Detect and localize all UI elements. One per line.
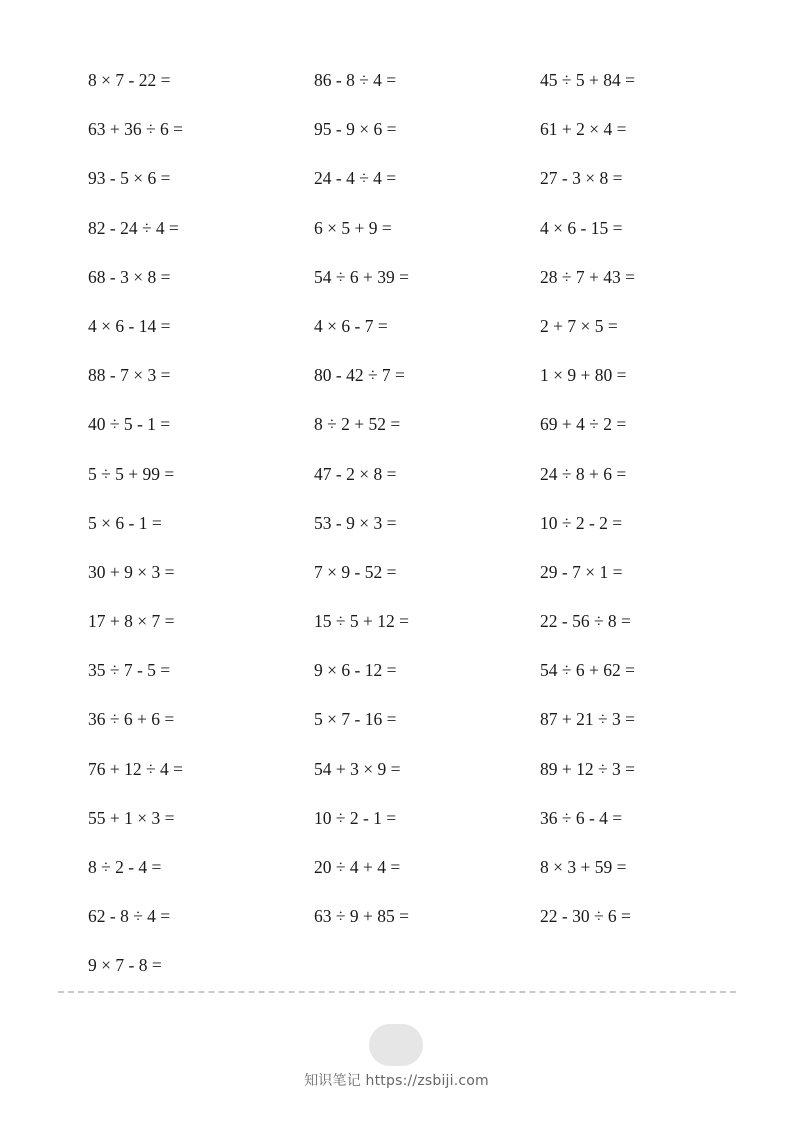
math-problem: 62 - 8 ÷ 4 =: [88, 906, 171, 927]
math-problem: 4 × 6 - 15 =: [540, 217, 623, 238]
math-problem: 10 ÷ 2 - 1 =: [314, 807, 397, 828]
math-problem: 54 + 3 × 9 =: [314, 758, 401, 779]
math-problem: 28 ÷ 7 + 43 =: [540, 266, 635, 287]
math-problem: 1 × 9 + 80 =: [540, 365, 627, 386]
math-problem: 22 - 56 ÷ 8 =: [540, 611, 631, 632]
math-problem: 8 × 7 - 22 =: [88, 70, 171, 90]
math-problem: 27 - 3 × 8 =: [540, 168, 623, 189]
math-problem: 76 + 12 ÷ 4 =: [88, 758, 183, 779]
math-problem: 2 + 7 × 5 =: [540, 315, 618, 336]
math-problem: 82 - 24 ÷ 4 =: [88, 217, 179, 238]
math-problem: 7 × 9 - 52 =: [314, 561, 397, 582]
footer-watermark: 知识笔记 https://zsbiji.com: [304, 1073, 489, 1089]
problem-column-3: [540, 66, 760, 951]
math-problem: 22 - 30 ÷ 6 =: [540, 906, 631, 927]
math-problem: 24 ÷ 8 + 6 =: [540, 463, 627, 484]
math-problem: 86 - 8 ÷ 4 =: [314, 70, 397, 90]
math-problem: 20 ÷ 4 + 4 =: [314, 857, 401, 877]
math-problem: 54 ÷ 6 + 39 =: [314, 266, 409, 287]
math-problem: 9 × 6 - 12 =: [314, 660, 397, 681]
math-problem: 63 ÷ 9 + 85 =: [314, 906, 409, 927]
math-problem: 36 ÷ 6 + 6 =: [88, 709, 175, 730]
math-problem: 24 - 4 ÷ 4 =: [314, 168, 397, 189]
math-problem: 8 ÷ 2 - 4 =: [88, 857, 162, 877]
math-problem: 93 - 5 × 6 =: [88, 168, 171, 189]
math-problem: 54 ÷ 6 + 62 =: [540, 660, 635, 681]
math-problem: 8 ÷ 2 + 52 =: [314, 414, 401, 435]
math-problem: 17 + 8 × 7 =: [88, 611, 175, 632]
math-problem: 9 × 7 - 8 =: [88, 955, 162, 976]
math-problem: 8 × 3 + 59 =: [540, 857, 627, 877]
math-problem: 63 + 36 ÷ 6 =: [88, 119, 183, 140]
math-problem: 36 ÷ 6 - 4 =: [540, 807, 623, 828]
math-problem: 87 + 21 ÷ 3 =: [540, 709, 635, 730]
math-problem: 30 + 9 × 3 =: [88, 561, 175, 582]
math-problem: 5 ÷ 5 + 99 =: [88, 463, 175, 484]
problem-column-2: [314, 66, 534, 951]
math-problem: 68 - 3 × 8 =: [88, 266, 171, 287]
math-problem: 29 - 7 × 1 =: [540, 561, 623, 582]
math-problem: 4 × 6 - 14 =: [88, 315, 171, 336]
math-problem: 45 ÷ 5 + 84 =: [540, 70, 635, 90]
dashed-divider: [58, 991, 736, 993]
math-problem: 35 ÷ 7 - 5 =: [88, 660, 171, 681]
math-problem: 55 + 1 × 3 =: [88, 807, 175, 828]
page-number-badge: [369, 1024, 423, 1066]
math-problem: 5 × 7 - 16 =: [314, 709, 397, 730]
math-problem: 6 × 5 + 9 =: [314, 217, 392, 238]
math-problem: 53 - 9 × 3 =: [314, 512, 397, 533]
problem-column-1: [88, 66, 308, 1001]
math-problem: 89 + 12 ÷ 3 =: [540, 758, 635, 779]
math-problem: 88 - 7 × 3 =: [88, 365, 171, 386]
math-problem: 4 × 6 - 7 =: [314, 315, 388, 336]
math-problem: 5 × 6 - 1 =: [88, 512, 162, 533]
math-problem: 10 ÷ 2 - 2 =: [540, 512, 623, 533]
math-problem: 95 - 9 × 6 =: [314, 119, 397, 140]
math-problem: 61 + 2 × 4 =: [540, 119, 627, 140]
math-problem: 80 - 42 ÷ 7 =: [314, 365, 405, 386]
math-problem: 15 ÷ 5 + 12 =: [314, 611, 409, 632]
math-problem: 69 + 4 ÷ 2 =: [540, 414, 627, 435]
math-problem: 40 ÷ 5 - 1 =: [88, 414, 171, 435]
math-problem: 47 - 2 × 8 =: [314, 463, 397, 484]
